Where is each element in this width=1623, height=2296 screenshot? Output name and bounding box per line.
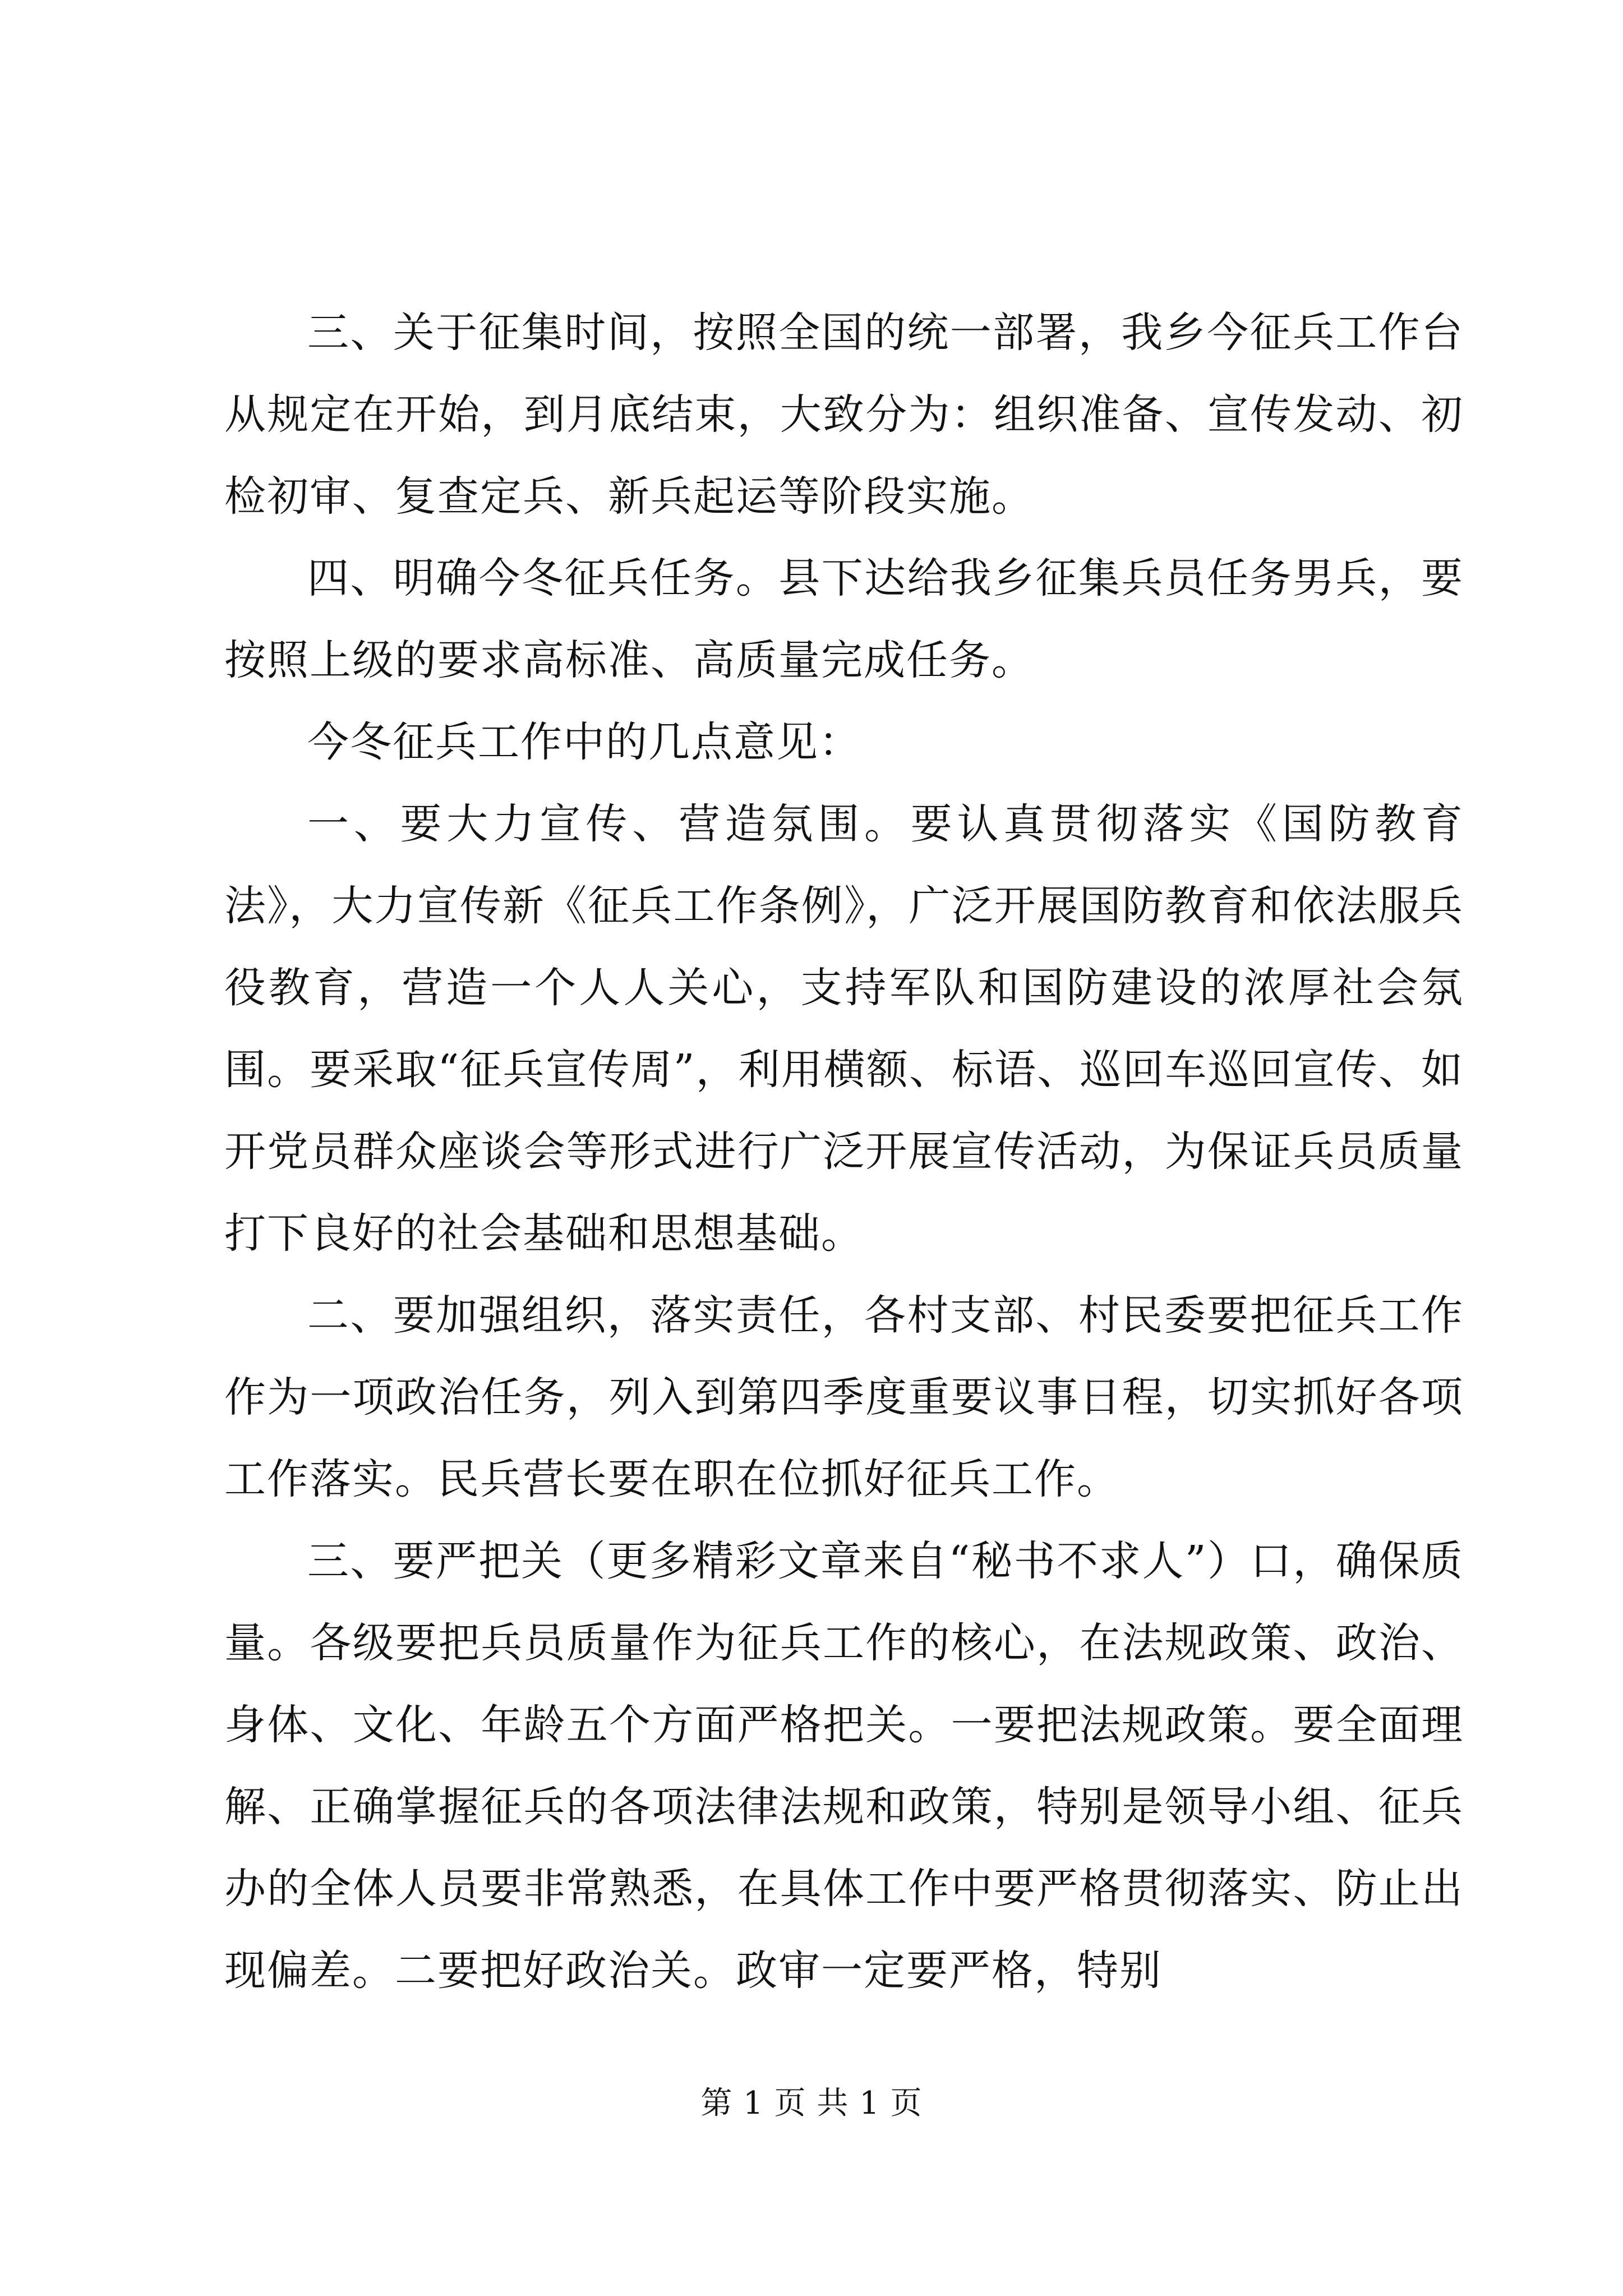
paragraph-conscription-time: 三、关于征集时间，按照全国的统一部署，我乡今征兵工作台从规定在开始，到月底结束，大致分为：组织准备、宣传发动、初检初审、复查定兵、新兵起运等阶段实施。 [224,309,1464,521]
paragraph-organization: 二、要加强组织，落实责任，各村支部、村民委要把征兵工作作为一项政治任务，列入到第四季度重要议事日程，切实抓好各项工作落实。民兵营长要在职在位抓好征兵工作。 [224,1291,1464,1503]
paragraph-conscription-task: 四、明确今冬征兵任务。县下达给我乡征集兵员任务男兵，要按照上级的要求高标准、高质量完成任务。 [224,554,1464,684]
document-body [224,292,1464,2012]
paragraph-publicity: 一、要大力宣传、营造氛围。要认真贯彻落实《国防教育法》，大力宣传新《征兵工作条例》，广泛开展国防教育和依法服兵役教育，营造一个人人关心，支持军队和国防建设的浓厚社会氛围。要采取“征兵宣传周”，利用横额、标语、巡回车巡回宣传、如开党员群众座谈会等形式进行广泛开展宣传活动，为保证兵员质量打下良好的社会基础和思想基础。 [224,800,1464,1258]
page-number-footer: 第 1 页 共 1 页 [700,2085,923,2122]
paragraph-quality-control: 三、要严把关（更多精彩文章来自“秘书不求人”）口，确保质量。各级要把兵员质量作为征兵工作的核心，在法规政策、政治、身体、文化、年龄五个方面严格把关。一要把法规政策。要全面理解、正确掌握征兵的各项法律法规和政策，特别是领导小组、征兵办的全体人员要非常熟悉，在具体工作中要严格贯彻落实、防止出现偏差。二要把好政治关。政审一定要严格，特别 [224,1537,1464,1995]
paragraph-opinions-heading: 今冬征兵工作中的几点意见： [307,718,861,766]
